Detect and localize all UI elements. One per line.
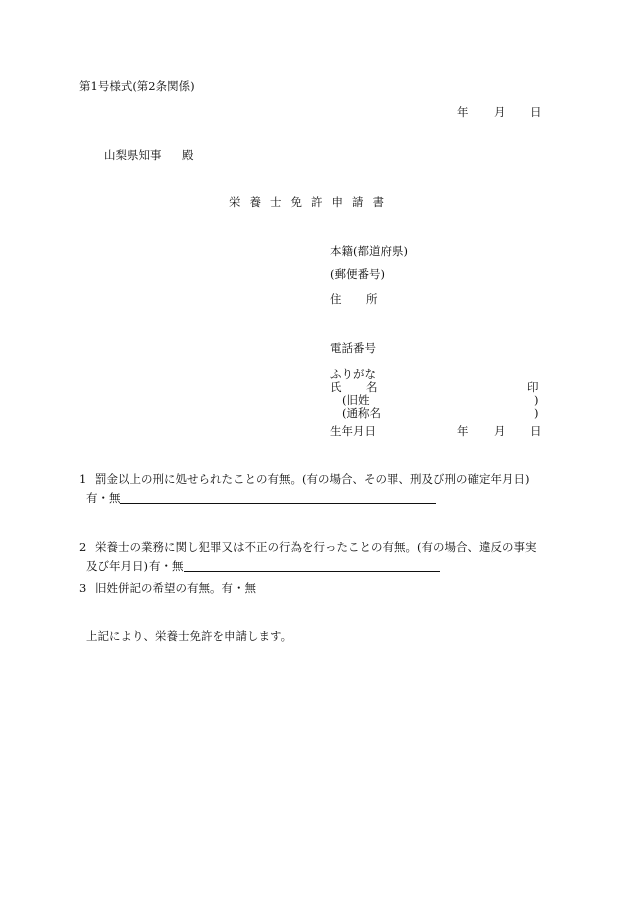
birthdate-label: 生年月日 bbox=[330, 424, 376, 438]
name-label-left: 氏 bbox=[330, 380, 342, 394]
birth-day-label: 日 bbox=[530, 424, 542, 438]
item-text: 栄養士の業務に関し犯罪又は不正の行為を行ったことの有無。(有の場合、違反の事実 bbox=[95, 540, 537, 554]
addressee-honorific: 殿 bbox=[182, 148, 194, 162]
item-text: 旧姓併記の希望の有無。有・無 bbox=[95, 581, 256, 595]
birth-year-label: 年 bbox=[457, 424, 469, 438]
alias-label: (通称名 bbox=[342, 406, 381, 420]
alias-close: ) bbox=[534, 406, 539, 420]
seal-mark: 印 bbox=[527, 380, 539, 394]
furigana-label: ふりがな bbox=[330, 367, 376, 381]
item-continuation: 及び年月日) bbox=[86, 559, 148, 573]
item-number: 2 bbox=[79, 540, 87, 554]
former-surname-label: (旧姓 bbox=[342, 393, 370, 407]
document-title: 栄養士免許申請書 bbox=[229, 195, 393, 209]
closing-statement: 上記により、栄養士免許を申請します。 bbox=[86, 629, 293, 643]
date-day-label: 日 bbox=[530, 105, 542, 119]
date-year-label: 年 bbox=[457, 105, 469, 119]
item-answer: 有・無 bbox=[86, 491, 121, 505]
postal-code-label: (郵便番号) bbox=[330, 267, 385, 281]
honseki-label: 本籍(都道府県) bbox=[330, 244, 408, 258]
date-month-label: 月 bbox=[494, 105, 506, 119]
item-text: 罰金以上の刑に処せられたことの有無。(有の場合、その罪、刑及び刑の確定年月日) bbox=[95, 472, 530, 486]
item-number: 1 bbox=[79, 472, 87, 486]
name-label-right: 名 bbox=[366, 380, 378, 394]
item-number: 3 bbox=[79, 581, 87, 595]
item-answer: 有・無 bbox=[149, 559, 184, 573]
answer-underline bbox=[184, 561, 440, 572]
former-surname-close: ) bbox=[534, 393, 539, 407]
addressee-name: 山梨県知事 bbox=[104, 148, 162, 162]
phone-label: 電話番号 bbox=[330, 341, 376, 355]
address-label-right: 所 bbox=[366, 292, 378, 306]
answer-underline bbox=[120, 493, 436, 504]
birth-month-label: 月 bbox=[494, 424, 506, 438]
form-number-label: 第1号様式(第2条関係) bbox=[79, 79, 195, 93]
address-label-left: 住 bbox=[330, 292, 342, 306]
